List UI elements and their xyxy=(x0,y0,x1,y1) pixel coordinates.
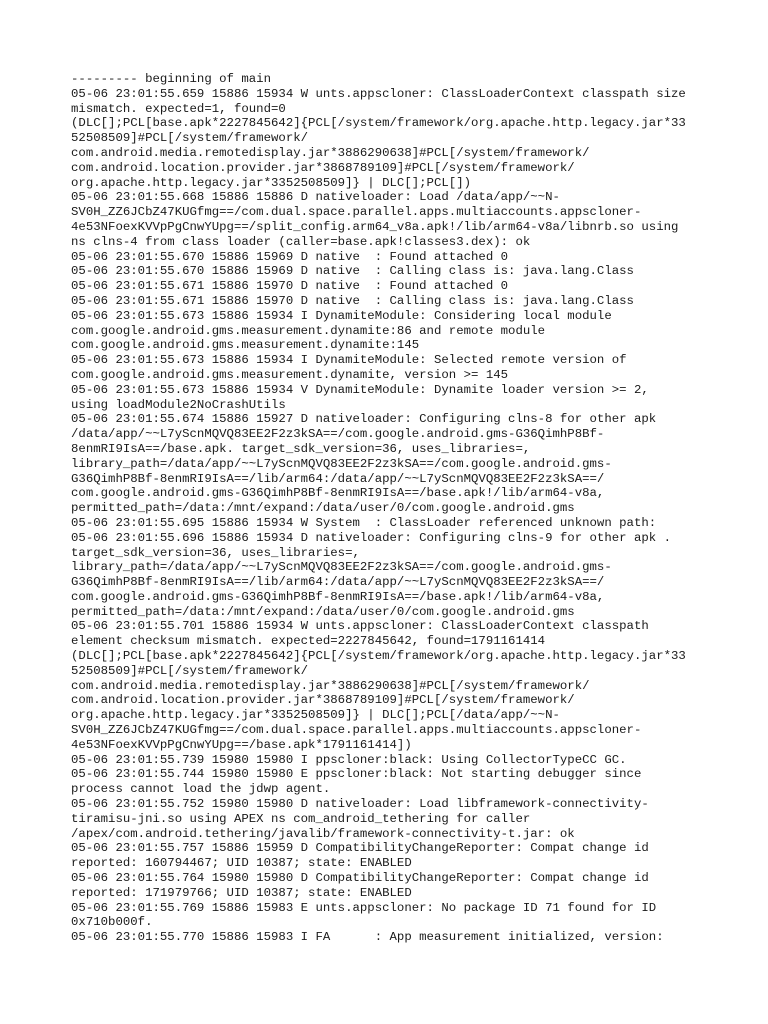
log-line: 0x710b000f. xyxy=(71,915,153,930)
log-line: 4e53NFoexKVVpPgCnwYUpg==/split_config.arm64_v8a.apk!/lib/arm64-v8a/libnrb.so using xyxy=(71,219,679,234)
log-line: mismatch. expected=1, found=0 xyxy=(71,101,286,116)
log-line: com.google.android.gms-G36QimhP8Bf-8enmRI9IsA==/base.apk!/lib/arm64-v8a, xyxy=(71,589,605,604)
log-line: permitted_path=/data:/mnt/expand:/data/user/0/com.google.android.gms xyxy=(71,604,575,619)
log-line: ns clns-4 from class loader (caller=base.apk!classes3.dex): ok xyxy=(71,234,531,249)
log-line: 05-06 23:01:55.671 15886 15970 D native : Calling class is: java.lang.Class xyxy=(71,293,634,308)
log-line: 8enmRI9IsA==/base.apk. target_sdk_version=36, uses_libraries=, xyxy=(71,441,531,456)
log-line: org.apache.http.legacy.jar*3352508509]} | DLC[];PCL[/data/app/~~N- xyxy=(71,708,560,723)
log-line: 05-06 23:01:55.770 15886 15983 I FA : App measurement initialized, version: xyxy=(71,930,664,945)
log-line: using loadModule2NoCrashUtils xyxy=(71,397,286,412)
log-line: 05-06 23:01:55.764 15980 15980 D CompatibilityChangeReporter: Compat change id xyxy=(71,871,649,886)
log-line: 05-06 23:01:55.739 15980 15980 I ppscloner:black: Using CollectorTypeCC GC. xyxy=(71,752,627,767)
log-line: G36QimhP8Bf-8enmRI9IsA==/lib/arm64:/data/app/~~L7yScnMQVQ83EE2F2z3kSA==/ xyxy=(71,575,605,590)
log-line: tiramisu-jni.so using APEX ns com_android_tethering for caller xyxy=(71,811,531,826)
log-line: 05-06 23:01:55.674 15886 15927 D nativeloader: Configuring clns-8 for other apk xyxy=(71,412,657,427)
log-line: SV0H_ZZ6JCbZ47KUGfmg==/com.dual.space.parallel.apps.multiaccounts.appscloner- xyxy=(71,723,642,738)
log-line: 05-06 23:01:55.696 15886 15934 D nativeloader: Configuring clns-9 for other apk . xyxy=(71,530,672,545)
log-line: com.google.android.gms.measurement.dynamite, version >= 145 xyxy=(71,367,509,382)
log-line: reported: 160794467; UID 10387; state: ENABLED xyxy=(71,856,412,871)
log-line: com.google.android.gms.measurement.dynamite:145 xyxy=(71,338,420,353)
log-line: process cannot load the jdwp agent. xyxy=(71,782,331,797)
log-line: org.apache.http.legacy.jar*3352508509]} | DLC[];PCL[]) xyxy=(71,175,472,190)
log-document xyxy=(71,72,701,945)
log-line: 05-06 23:01:55.670 15886 15969 D native : Calling class is: java.lang.Class xyxy=(71,264,634,279)
log-line: target_sdk_version=36, uses_libraries=, xyxy=(71,545,360,560)
log-line: com.google.android.gms-G36QimhP8Bf-8enmRI9IsA==/base.apk!/lib/arm64-v8a, xyxy=(71,486,605,501)
log-line: 05-06 23:01:55.701 15886 15934 W unts.appscloner: ClassLoaderContext classpath xyxy=(71,619,649,634)
log-line: 05-06 23:01:55.659 15886 15934 W unts.appscloner: ClassLoaderContext classpath size xyxy=(71,86,686,101)
log-line: library_path=/data/app/~~L7yScnMQVQ83EE2F2z3kSA==/com.google.android.gms- xyxy=(71,560,612,575)
log-line: /data/app/~~L7yScnMQVQ83EE2F2z3kSA==/com.google.android.gms-G36QimhP8Bf- xyxy=(71,427,605,442)
log-line: (DLC[];PCL[base.apk*2227845642]{PCL[/system/framework/org.apache.http.legacy.jar*33 xyxy=(71,649,686,664)
log-line: com.android.media.remotedisplay.jar*3886290638]#PCL[/system/framework/ xyxy=(71,678,590,693)
log-line: com.android.media.remotedisplay.jar*3886290638]#PCL[/system/framework/ xyxy=(71,145,590,160)
log-line: 05-06 23:01:55.744 15980 15980 E ppscloner:black: Not starting debugger since xyxy=(71,767,642,782)
log-line: com.android.location.provider.jar*3868789109]#PCL[/system/framework/ xyxy=(71,693,575,708)
log-line: SV0H_ZZ6JCbZ47KUGfmg==/com.dual.space.parallel.apps.multiaccounts.appscloner- xyxy=(71,205,642,220)
log-line: 05-06 23:01:55.769 15886 15983 E unts.appscloner: No package ID 71 found for ID xyxy=(71,900,657,915)
log-line: G36QimhP8Bf-8enmRI9IsA==/lib/arm64:/data/app/~~L7yScnMQVQ83EE2F2z3kSA==/ xyxy=(71,471,605,486)
log-line: 05-06 23:01:55.673 15886 15934 I DynamiteModule: Selected remote version of xyxy=(71,353,627,368)
log-line: 05-06 23:01:55.668 15886 15886 D nativeloader: Load /data/app/~~N- xyxy=(71,190,560,205)
log-line: 52508509]#PCL[/system/framework/ xyxy=(71,663,309,678)
log-line: 4e53NFoexKVVpPgCnwYUpg==/base.apk*1791161414]) xyxy=(71,737,412,752)
log-line: 05-06 23:01:55.757 15886 15959 D CompatibilityChangeReporter: Compat change id xyxy=(71,841,649,856)
log-line: --------- beginning of main xyxy=(71,72,272,86)
log-line: reported: 171979766; UID 10387; state: ENABLED xyxy=(71,885,412,900)
log-line: (DLC[];PCL[base.apk*2227845642]{PCL[/system/framework/org.apache.http.legacy.jar*33 xyxy=(71,116,686,131)
log-line: 05-06 23:01:55.673 15886 15934 I DynamiteModule: Considering local module xyxy=(71,308,612,323)
log-line: /apex/com.android.tethering/javalib/framework-connectivity-t.jar: ok xyxy=(71,826,575,841)
log-line: com.google.android.gms.measurement.dynamite:86 and remote module xyxy=(71,323,546,338)
log-line: 52508509]#PCL[/system/framework/ xyxy=(71,131,309,146)
log-line: 05-06 23:01:55.670 15886 15969 D native : Found attached 0 xyxy=(71,249,509,264)
log-line: 05-06 23:01:55.671 15886 15970 D native : Found attached 0 xyxy=(71,279,509,294)
log-line: 05-06 23:01:55.752 15980 15980 D nativeloader: Load libframework-connectivity- xyxy=(71,797,649,812)
log-line: 05-06 23:01:55.673 15886 15934 V DynamiteModule: Dynamite loader version >= 2, xyxy=(71,382,649,397)
log-line: 05-06 23:01:55.695 15886 15934 W System : ClassLoader referenced unknown path: xyxy=(71,515,657,530)
log-line: library_path=/data/app/~~L7yScnMQVQ83EE2F2z3kSA==/com.google.android.gms- xyxy=(71,456,612,471)
log-line: com.android.location.provider.jar*3868789109]#PCL[/system/framework/ xyxy=(71,160,575,175)
log-line: element checksum mismatch. expected=2227845642, found=1791161414 xyxy=(71,634,546,649)
log-line: permitted_path=/data:/mnt/expand:/data/user/0/com.google.android.gms xyxy=(71,501,575,516)
